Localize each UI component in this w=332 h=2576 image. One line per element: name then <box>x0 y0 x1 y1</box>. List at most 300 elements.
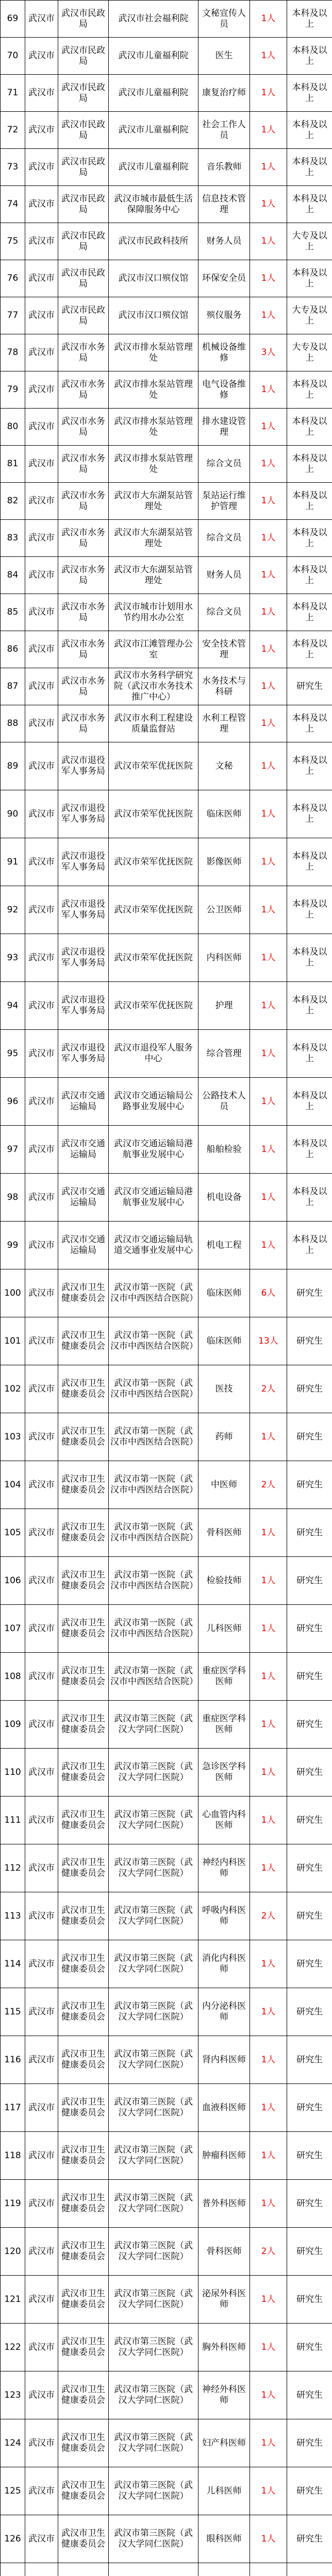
headcount-cell: 1人 <box>250 1988 287 2036</box>
row-number-cell: 75 <box>1 223 25 260</box>
department-cell: 武汉市水务局 <box>58 446 109 483</box>
unit-cell: 武汉市水务科学研究院（武汉市水务技术推广中心） <box>109 668 198 705</box>
education-cell: 大专及以上 <box>287 297 332 334</box>
region-cell: 武汉市 <box>25 483 58 520</box>
headcount-cell: 1人 <box>250 446 287 483</box>
position-cell: 康复治疗师 <box>198 75 250 112</box>
region-cell: 武汉市 <box>25 2515 58 2563</box>
table-row <box>1 1269 332 1317</box>
region-cell: 武汉市 <box>25 371 58 409</box>
headcount-cell: 1人 <box>250 742 287 790</box>
headcount-cell: 1人 <box>250 409 287 446</box>
row-number-cell: 111 <box>1 1797 25 1844</box>
headcount-cell: 1人 <box>250 838 287 886</box>
row-number-cell: 90 <box>1 790 25 838</box>
unit-cell: 武汉市第三医院（武汉大学同仁医院） <box>109 2036 198 2084</box>
education-cell: 本科及以上 <box>287 186 332 223</box>
table-row <box>1 2515 332 2563</box>
headcount-cell: 1人 <box>250 1 287 38</box>
row-number-cell: 119 <box>1 2180 25 2228</box>
headcount-cell: 2人 <box>250 1365 287 1413</box>
headcount-cell: 1人 <box>250 1749 287 1797</box>
education-cell: 本科及以上 <box>287 1 332 38</box>
region-cell: 武汉市 <box>25 334 58 371</box>
unit-cell: 武汉市江滩管理办公室 <box>109 631 198 668</box>
region-cell: 武汉市 <box>25 1749 58 1797</box>
position-cell: 医技 <box>198 1365 250 1413</box>
department-cell: 武汉市民政局 <box>58 149 109 186</box>
education-cell: 研究生 <box>287 668 332 705</box>
row-number-cell: 72 <box>1 112 25 149</box>
row-number-cell: 76 <box>1 260 25 297</box>
table-row <box>1 838 332 886</box>
department-cell: 武汉市卫生健康委员会 <box>58 1940 109 1988</box>
education-cell: 研究生 <box>287 2371 332 2419</box>
headcount-cell: 1人 <box>250 75 287 112</box>
position-cell: 机电设备 <box>198 1174 250 1222</box>
position-cell: 文秘宣传人员 <box>198 1 250 38</box>
position-cell: 船舶检验 <box>198 1126 250 1174</box>
unit-cell: 武汉市第三医院（武汉大学同仁医院） <box>109 1797 198 1844</box>
department-cell: 武汉市卫生健康委员会 <box>58 2276 109 2324</box>
department-cell: 武汉市民政局 <box>58 186 109 223</box>
row-number-cell: 71 <box>1 75 25 112</box>
headcount-cell: 3人 <box>250 334 287 371</box>
row-number-cell: 79 <box>1 371 25 409</box>
education-cell: 本科及以上 <box>287 149 332 186</box>
education-cell: 本科及以上 <box>287 260 332 297</box>
headcount-cell: 1人 <box>250 112 287 149</box>
unit-cell: 武汉市第一医院（武汉市中西医结合医院） <box>109 1461 198 1509</box>
unit-cell: 武汉市荣军优抚医院 <box>109 790 198 838</box>
region-cell: 武汉市 <box>25 2036 58 2084</box>
region-cell: 武汉市 <box>25 1 58 38</box>
education-cell: 大专及以上 <box>287 223 332 260</box>
education-cell: 研究生 <box>287 1413 332 1461</box>
headcount-cell: 1人 <box>250 557 287 594</box>
row-number-cell: 98 <box>1 1174 25 1222</box>
row-number-cell: 94 <box>1 982 25 1030</box>
position-cell: 护理 <box>198 982 250 1030</box>
position-cell: 血液科医师 <box>198 2084 250 2132</box>
region-cell: 武汉市 <box>25 1797 58 1844</box>
position-cell: 重症医学科医师 <box>198 1653 250 1701</box>
department-cell: 武汉市交通运输局 <box>58 1174 109 1222</box>
unit-cell: 武汉市排水泵站管理处 <box>109 371 198 409</box>
table-row <box>1 1557 332 1605</box>
row-number-cell: 99 <box>1 1222 25 1269</box>
table-row <box>1 742 332 790</box>
row-number-cell: 112 <box>1 1844 25 1892</box>
position-cell: 急诊医学科医师 <box>198 1749 250 1797</box>
department-cell: 武汉市卫生健康委员会 <box>58 1557 109 1605</box>
position-cell: 儿科医师 <box>198 1605 250 1653</box>
department-cell: 武汉市卫生健康委员会 <box>58 2467 109 2515</box>
position-cell: 公路技术人员 <box>198 1078 250 1126</box>
department-cell: 武汉市卫生健康委员会 <box>58 2324 109 2371</box>
table-row <box>1 334 332 371</box>
table-row <box>1 75 332 112</box>
row-number-cell <box>1 2563 25 2576</box>
education-cell: 研究生 <box>287 2036 332 2084</box>
row-number-cell: 77 <box>1 297 25 334</box>
position-cell: 财务人员 <box>198 557 250 594</box>
unit-cell: 武汉市交通运输局公路事业发展中心 <box>109 1078 198 1126</box>
position-cell: 妇产科医师 <box>198 2419 250 2467</box>
headcount-cell: 6人 <box>250 1269 287 1317</box>
row-number-cell: 95 <box>1 1030 25 1078</box>
education-cell: 本科及以上 <box>287 1030 332 1078</box>
row-number-cell: 108 <box>1 1653 25 1701</box>
region-cell: 武汉市 <box>25 934 58 982</box>
row-number-cell: 104 <box>1 1461 25 1509</box>
row-number-cell: 125 <box>1 2467 25 2515</box>
unit-cell: 武汉市退役军人服务中心 <box>109 1030 198 1078</box>
headcount-cell: 1人 <box>250 594 287 631</box>
region-cell: 武汉市 <box>25 742 58 790</box>
department-cell <box>58 2563 109 2576</box>
row-number-cell: 116 <box>1 2036 25 2084</box>
education-cell: 研究生 <box>287 1892 332 1940</box>
education-cell: 本科及以上 <box>287 409 332 446</box>
row-number-cell: 123 <box>1 2371 25 2419</box>
row-number-cell: 100 <box>1 1269 25 1317</box>
education-cell: 本科及以上 <box>287 38 332 75</box>
region-cell: 武汉市 <box>25 2371 58 2419</box>
department-cell: 武汉市卫生健康委员会 <box>58 1797 109 1844</box>
headcount-cell <box>250 2563 287 2576</box>
table-row <box>1 297 332 334</box>
education-cell: 本科及以上 <box>287 705 332 742</box>
headcount-cell: 1人 <box>250 1126 287 1174</box>
position-cell: 临床医师 <box>198 1269 250 1317</box>
table-row <box>1 934 332 982</box>
headcount-cell: 1人 <box>250 1557 287 1605</box>
department-cell: 武汉市水务局 <box>58 631 109 668</box>
row-number-cell: 103 <box>1 1413 25 1461</box>
unit-cell: 武汉市社会福利院 <box>109 1 198 38</box>
position-cell: 公卫医师 <box>198 886 250 934</box>
position-cell: 排水建设管理 <box>198 409 250 446</box>
headcount-cell: 1人 <box>250 1605 287 1653</box>
position-cell: 机械设备维修 <box>198 334 250 371</box>
position-cell: 综合文员 <box>198 520 250 557</box>
unit-cell: 武汉市第三医院（武汉大学同仁医院） <box>109 2419 198 2467</box>
unit-cell: 武汉市排水泵站管理处 <box>109 334 198 371</box>
region-cell: 武汉市 <box>25 1413 58 1461</box>
headcount-cell: 1人 <box>250 2371 287 2419</box>
position-cell: 消化内科医师 <box>198 1940 250 1988</box>
table-row <box>1 223 332 260</box>
unit-cell: 武汉市第三医院（武汉大学同仁医院） <box>109 2371 198 2419</box>
row-number-cell: 69 <box>1 1 25 38</box>
position-cell: 社会工作人员 <box>198 112 250 149</box>
table-row <box>1 2563 332 2576</box>
row-number-cell: 97 <box>1 1126 25 1174</box>
education-cell: 本科及以上 <box>287 520 332 557</box>
education-cell: 研究生 <box>287 1461 332 1509</box>
education-cell: 本科及以上 <box>287 483 332 520</box>
department-cell: 武汉市卫生健康委员会 <box>58 2371 109 2419</box>
education-cell: 研究生 <box>287 1749 332 1797</box>
table-row <box>1 557 332 594</box>
education-cell: 本科及以上 <box>287 112 332 149</box>
table-row <box>1 1 332 38</box>
row-number-cell: 110 <box>1 1749 25 1797</box>
region-cell: 武汉市 <box>25 409 58 446</box>
region-cell: 武汉市 <box>25 1365 58 1413</box>
row-number-cell: 74 <box>1 186 25 223</box>
department-cell: 武汉市卫生健康委员会 <box>58 1844 109 1892</box>
table-row <box>1 1030 332 1078</box>
table-row <box>1 483 332 520</box>
education-cell: 研究生 <box>287 1653 332 1701</box>
unit-cell: 武汉市荣军优抚医院 <box>109 886 198 934</box>
education-cell: 本科及以上 <box>287 75 332 112</box>
region-cell: 武汉市 <box>25 1940 58 1988</box>
table-row <box>1 1174 332 1222</box>
unit-cell: 武汉市汉口殡仪馆 <box>109 297 198 334</box>
department-cell: 武汉市交通运输局 <box>58 1126 109 1174</box>
education-cell: 本科及以上 <box>287 790 332 838</box>
headcount-cell: 1人 <box>250 2467 287 2515</box>
department-cell: 武汉市卫生健康委员会 <box>58 2228 109 2276</box>
education-cell: 研究生 <box>287 2515 332 2563</box>
unit-cell: 武汉市第三医院（武汉大学同仁医院） <box>109 2276 198 2324</box>
row-number-cell: 86 <box>1 631 25 668</box>
unit-cell: 武汉市排水泵站管理处 <box>109 409 198 446</box>
table-row <box>1 1940 332 1988</box>
headcount-cell: 1人 <box>250 1653 287 1701</box>
row-number-cell: 114 <box>1 1940 25 1988</box>
education-cell: 研究生 <box>287 2132 332 2180</box>
region-cell: 武汉市 <box>25 1174 58 1222</box>
headcount-cell: 13人 <box>250 1317 287 1365</box>
region-cell: 武汉市 <box>25 1653 58 1701</box>
department-cell: 武汉市卫生健康委员会 <box>58 1365 109 1413</box>
headcount-cell: 2人 <box>250 1892 287 1940</box>
headcount-cell: 1人 <box>250 934 287 982</box>
headcount-cell: 1人 <box>250 1844 287 1892</box>
position-cell: 内科医师 <box>198 934 250 982</box>
education-cell: 本科及以上 <box>287 742 332 790</box>
unit-cell: 武汉市第三医院（武汉大学同仁医院） <box>109 2180 198 2228</box>
region-cell: 武汉市 <box>25 260 58 297</box>
row-number-cell: 118 <box>1 2132 25 2180</box>
education-cell: 研究生 <box>287 2180 332 2228</box>
education-cell: 本科及以上 <box>287 594 332 631</box>
headcount-cell: 1人 <box>250 2515 287 2563</box>
region-cell: 武汉市 <box>25 2228 58 2276</box>
region-cell: 武汉市 <box>25 297 58 334</box>
unit-cell: 武汉市大东湖泵站管理处 <box>109 520 198 557</box>
department-cell: 武汉市民政局 <box>58 1 109 38</box>
unit-cell: 武汉市第一医院（武汉市中西医结合医院） <box>109 1653 198 1701</box>
unit-cell: 武汉市城市计划用水节约用水办公室 <box>109 594 198 631</box>
headcount-cell: 1人 <box>250 2180 287 2228</box>
table-row <box>1 1844 332 1892</box>
department-cell: 武汉市民政局 <box>58 297 109 334</box>
table-row <box>1 2276 332 2324</box>
department-cell: 武汉市卫生健康委员会 <box>58 1749 109 1797</box>
department-cell: 武汉市水务局 <box>58 705 109 742</box>
table-row <box>1 409 332 446</box>
education-cell: 本科及以上 <box>287 934 332 982</box>
region-cell: 武汉市 <box>25 186 58 223</box>
unit-cell: 武汉市第一医院（武汉市中西医结合医院） <box>109 1365 198 1413</box>
table-row <box>1 446 332 483</box>
table-row <box>1 886 332 934</box>
position-cell: 呼吸内科医师 <box>198 1892 250 1940</box>
headcount-cell: 1人 <box>250 2084 287 2132</box>
table-row <box>1 1605 332 1653</box>
department-cell: 武汉市卫生健康委员会 <box>58 1701 109 1749</box>
department-cell: 武汉市卫生健康委员会 <box>58 1605 109 1653</box>
education-cell: 研究生 <box>287 2419 332 2467</box>
department-cell: 武汉市水务局 <box>58 520 109 557</box>
department-cell: 武汉市退役军人事务局 <box>58 742 109 790</box>
row-number-cell: 81 <box>1 446 25 483</box>
row-number-cell: 85 <box>1 594 25 631</box>
row-number-cell: 122 <box>1 2324 25 2371</box>
education-cell: 大专及以上 <box>287 334 332 371</box>
department-cell: 武汉市民政局 <box>58 38 109 75</box>
position-cell: 神经外科医师 <box>198 2371 250 2419</box>
headcount-cell: 1人 <box>250 260 287 297</box>
department-cell: 武汉市卫生健康委员会 <box>58 2036 109 2084</box>
education-cell: 研究生 <box>287 2084 332 2132</box>
table-row <box>1 1701 332 1749</box>
unit-cell: 武汉市荣军优抚医院 <box>109 934 198 982</box>
row-number-cell: 73 <box>1 149 25 186</box>
table-row <box>1 2132 332 2180</box>
position-cell: 医生 <box>198 38 250 75</box>
table-row <box>1 149 332 186</box>
education-cell: 研究生 <box>287 1797 332 1844</box>
education-cell: 本科及以上 <box>287 886 332 934</box>
table-row <box>1 2324 332 2371</box>
education-cell: 本科及以上 <box>287 838 332 886</box>
table-row <box>1 1988 332 2036</box>
region-cell: 武汉市 <box>25 1701 58 1749</box>
department-cell: 武汉市卫生健康委员会 <box>58 1269 109 1317</box>
department-cell: 武汉市水务局 <box>58 409 109 446</box>
unit-cell: 武汉市儿童福利院 <box>109 38 198 75</box>
unit-cell: 武汉市荣军优抚医院 <box>109 742 198 790</box>
headcount-cell: 1人 <box>250 1509 287 1557</box>
department-cell: 武汉市交通运输局 <box>58 1222 109 1269</box>
education-cell: 研究生 <box>287 1557 332 1605</box>
table-row <box>1 594 332 631</box>
department-cell: 武汉市卫生健康委员会 <box>58 1509 109 1557</box>
table-row <box>1 520 332 557</box>
unit-cell: 武汉市第一医院（武汉市中西医结合医院） <box>109 1509 198 1557</box>
region-cell: 武汉市 <box>25 790 58 838</box>
table-row <box>1 38 332 75</box>
region-cell: 武汉市 <box>25 1988 58 2036</box>
headcount-cell: 1人 <box>250 371 287 409</box>
department-cell: 武汉市卫生健康委员会 <box>58 1317 109 1365</box>
education-cell: 本科及以上 <box>287 446 332 483</box>
region-cell <box>25 2563 58 2576</box>
position-cell: 心血管内科医师 <box>198 1797 250 1844</box>
headcount-cell: 1人 <box>250 149 287 186</box>
region-cell: 武汉市 <box>25 1461 58 1509</box>
unit-cell: 武汉市第一医院（武汉市中西医结合医院） <box>109 1413 198 1461</box>
position-cell: 骨科医师 <box>198 1509 250 1557</box>
headcount-cell: 1人 <box>250 1701 287 1749</box>
position-cell: 药师 <box>198 1413 250 1461</box>
unit-cell: 武汉市水利工程建设质量监督站 <box>109 705 198 742</box>
education-cell: 研究生 <box>287 1269 332 1317</box>
table-row <box>1 2467 332 2515</box>
region-cell: 武汉市 <box>25 631 58 668</box>
position-cell: 音乐教师 <box>198 149 250 186</box>
unit-cell: 武汉市第三医院（武汉大学同仁医院） <box>109 1940 198 1988</box>
education-cell: 研究生 <box>287 2276 332 2324</box>
region-cell: 武汉市 <box>25 1126 58 1174</box>
department-cell: 武汉市卫生健康委员会 <box>58 2180 109 2228</box>
education-cell: 研究生 <box>287 2228 332 2276</box>
position-cell: 肾内科医师 <box>198 2036 250 2084</box>
row-number-cell: 93 <box>1 934 25 982</box>
headcount-cell: 1人 <box>250 1797 287 1844</box>
region-cell: 武汉市 <box>25 1222 58 1269</box>
region-cell: 武汉市 <box>25 1509 58 1557</box>
unit-cell: 武汉市交通运输局港航事业发展中心 <box>109 1174 198 1222</box>
region-cell: 武汉市 <box>25 838 58 886</box>
unit-cell: 武汉市第三医院（武汉大学同仁医院） <box>109 2228 198 2276</box>
unit-cell: 武汉市第一医院（武汉市中西医结合医院） <box>109 1557 198 1605</box>
position-cell: 骨科医师 <box>198 2228 250 2276</box>
headcount-cell: 1人 <box>250 297 287 334</box>
education-cell <box>287 2563 332 2576</box>
position-cell: 检验技师 <box>198 1557 250 1605</box>
position-cell: 胸外科医师 <box>198 2324 250 2371</box>
department-cell: 武汉市水务局 <box>58 557 109 594</box>
position-cell: 财务人员 <box>198 223 250 260</box>
table-row <box>1 1892 332 1940</box>
table-body <box>1 1 332 2576</box>
region-cell: 武汉市 <box>25 668 58 705</box>
headcount-cell: 1人 <box>250 1030 287 1078</box>
department-cell: 武汉市卫生健康委员会 <box>58 2515 109 2563</box>
region-cell: 武汉市 <box>25 1317 58 1365</box>
region-cell: 武汉市 <box>25 1269 58 1317</box>
position-cell: 泵站运行维护管理 <box>198 483 250 520</box>
region-cell: 武汉市 <box>25 149 58 186</box>
headcount-cell: 1人 <box>250 790 287 838</box>
region-cell: 武汉市 <box>25 886 58 934</box>
department-cell: 武汉市水务局 <box>58 334 109 371</box>
table-row <box>1 2419 332 2467</box>
row-number-cell: 124 <box>1 2419 25 2467</box>
position-cell: 环保安全员 <box>198 260 250 297</box>
position-cell: 殡仪服务 <box>198 297 250 334</box>
unit-cell: 武汉市第一医院（武汉市中西医结合医院） <box>109 1317 198 1365</box>
region-cell: 武汉市 <box>25 75 58 112</box>
headcount-cell: 1人 <box>250 1222 287 1269</box>
position-cell: 临床医师 <box>198 790 250 838</box>
row-number-cell: 107 <box>1 1605 25 1653</box>
position-cell: 信息技术管理 <box>198 186 250 223</box>
row-number-cell: 102 <box>1 1365 25 1413</box>
position-cell: 综合文员 <box>198 446 250 483</box>
department-cell: 武汉市卫生健康委员会 <box>58 2419 109 2467</box>
position-cell <box>198 2563 250 2576</box>
table-row <box>1 1461 332 1509</box>
headcount-cell: 1人 <box>250 2419 287 2467</box>
